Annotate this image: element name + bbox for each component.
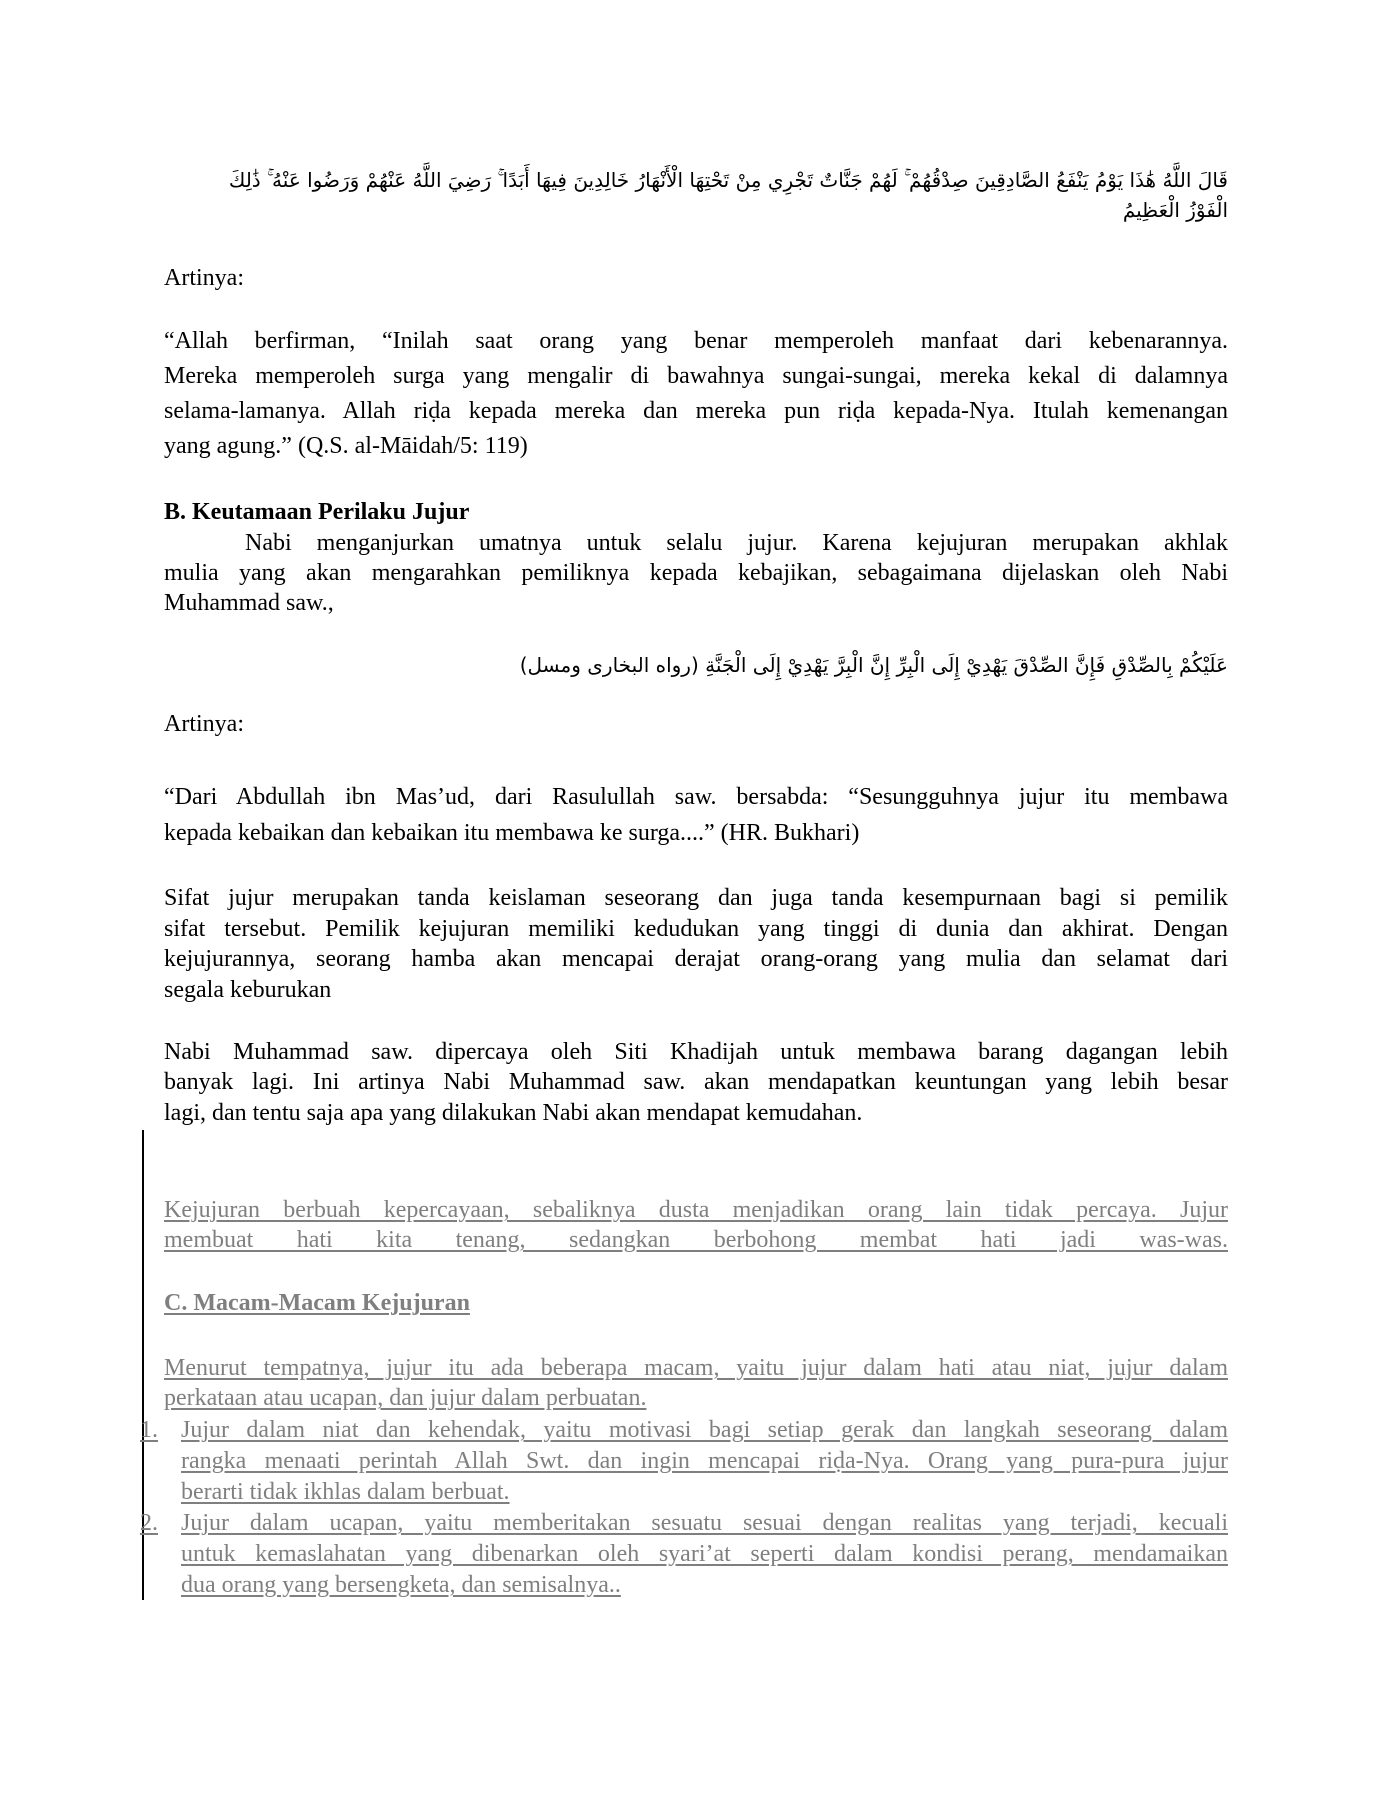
list-item-line: dua orang yang bersengketa, dan semisalnya.. (181, 1572, 621, 1598)
paragraph-khadijah-line: lagi, dan tentu saja apa yang dilakukan Nabi akan mendapat kemudahan. (164, 1100, 863, 1126)
section-c-intro-line: Menurut tempatnya, jujur itu ada beberapa macam, yaitu jujur dalam hati atau niat, jujur dalam (164, 1355, 1228, 1381)
hadith-artinya-label: Artinya: (164, 711, 244, 737)
inserted-paragraph-line: Kejujuran berbuah kepercayaan, sebaliknya dusta menjadikan orang lain tidak percaya. Jujur (164, 1197, 1228, 1223)
section-c-intro-line-wrap (164, 1383, 1228, 1413)
verse-translation-line: selama-lamanya. Allah riḍa kepada mereka dan mereka pun riḍa kepada-Nya. Itulah kemenangan (164, 398, 1228, 424)
paragraph-sifat-jujur-line: kejujurannya, seorang hamba akan mencapai derajat orang-orang yang mulia dan selamat dari (164, 946, 1228, 972)
verse-arabic-line-2: الْفَوْزُ الْعَظِيمُ (1122, 198, 1228, 222)
section-b-heading: B. Keutamaan Perilaku Jujur (164, 499, 470, 525)
list-item-line: berarti tidak ikhlas dalam berbuat. (181, 1479, 510, 1505)
paragraph-sifat-jujur-line: sifat tersebut. Pemilik kejujuran memiliki kedudukan yang tinggi di dunia dan akhirat. Dengan (164, 916, 1228, 942)
hadith-arabic: عَلَيْكُمْ بِالصِّدْقِ فَإِنَّ الصِّدْقَ يَهْدِيْ إِلَى الْبِرِّ إِنَّ الْبِرَّ يَهْدِيْ إِلَى الْجَنَّةِ (رواه البخارى ومسل) (519, 653, 1228, 677)
list-item-line: rangka menaati perintah Allah Swt. dan ingin mencapai riḍa-Nya. Orang yang pura-pura jujur (181, 1448, 1228, 1474)
section-c-heading-wrap (164, 1288, 1228, 1318)
verse-translation-line: yang agung.” (Q.S. al-Māidah/5: 119) (164, 433, 528, 459)
verse-translation-line: “Allah berfirman, “Inilah saat orang yang benar memperoleh manfaat dari kebenarannya. (164, 328, 1228, 354)
artinya-label: Artinya: (164, 265, 244, 291)
paragraph-sifat-jujur-line: Sifat jujur merupakan tanda keislaman seseorang dan juga tanda kesempurnaan bagi si pemilik (164, 885, 1228, 911)
list-item-line-wrap (181, 1477, 1228, 1507)
paragraph-khadijah-line: banyak lagi. Ini artinya Nabi Muhammad saw. akan mendapatkan keuntungan yang lebih besar (164, 1069, 1228, 1095)
inserted-paragraph-line: membuat hati kita tenang, sedangkan berbohong membat hati jadi was-was. (164, 1227, 1228, 1253)
section-b-intro-line: mulia yang akan mengarahkan pemiliknya kepada kebajikan, sebagaimana dijelaskan oleh Nabi (164, 560, 1228, 586)
list-item-line: Jujur dalam ucapan, yaitu memberitakan sesuatu sesuai dengan realitas yang terjadi, kecuali (181, 1510, 1228, 1536)
section-c-intro-line: perkataan atau ucapan, dan jujur dalam perbuatan. (164, 1385, 647, 1411)
list-number: 2. (140, 1510, 158, 1536)
paragraph-khadijah-line: Nabi Muhammad saw. dipercaya oleh Siti Khadijah untuk membawa barang dagangan lebih (164, 1039, 1228, 1065)
list-item-line-wrap (181, 1570, 1228, 1600)
section-b-intro-line: Muhammad saw., (164, 590, 334, 616)
verse-arabic-line-1: قَالَ اللَّهُ هَٰذَا يَوْمُ يَنْفَعُ الصَّادِقِينَ صِدْقُهُمْ ۚ لَهُمْ جَنَّاتٌ تَجْرِي مِنْ تَحْتِهَا الْأَنْهَارُ خَالِدِينَ فِيهَا أَبَدًا ۚ رَضِيَ اللَّهُ عَنْهُمْ وَرَضُوا عَنْهُ ۚ ذَٰلِكَ (228, 168, 1228, 192)
section-b-intro-line: Nabi menganjurkan umatnya untuk selalu jujur. Karena kejujuran merupakan akhlak (245, 530, 1228, 556)
hadith-translation-line: “Dari Abdullah ibn Mas’ud, dari Rasulullah saw. bersabda: “Sesungguhnya jujur itu membawa (164, 784, 1228, 810)
section-c-heading: C. Macam-Macam Kejujuran (164, 1290, 470, 1316)
verse-translation-line: Mereka memperoleh surga yang mengalir di bawahnya sungai-sungai, mereka kekal di dalamnya (164, 363, 1228, 389)
hadith-translation-line: kepada kebaikan dan kebaikan itu membawa ke surga....” (HR. Bukhari) (164, 820, 860, 846)
paragraph-sifat-jujur-line: segala keburukan (164, 977, 332, 1003)
list-item-line: untuk kemaslahatan yang dibenarkan oleh syari’at seperti dalam kondisi perang, mendamaikan (181, 1541, 1228, 1567)
list-item-line: Jujur dalam niat dan kehendak, yaitu motivasi bagi setiap gerak dan langkah seseorang dalam (181, 1417, 1228, 1443)
list-number: 1. (140, 1417, 158, 1443)
